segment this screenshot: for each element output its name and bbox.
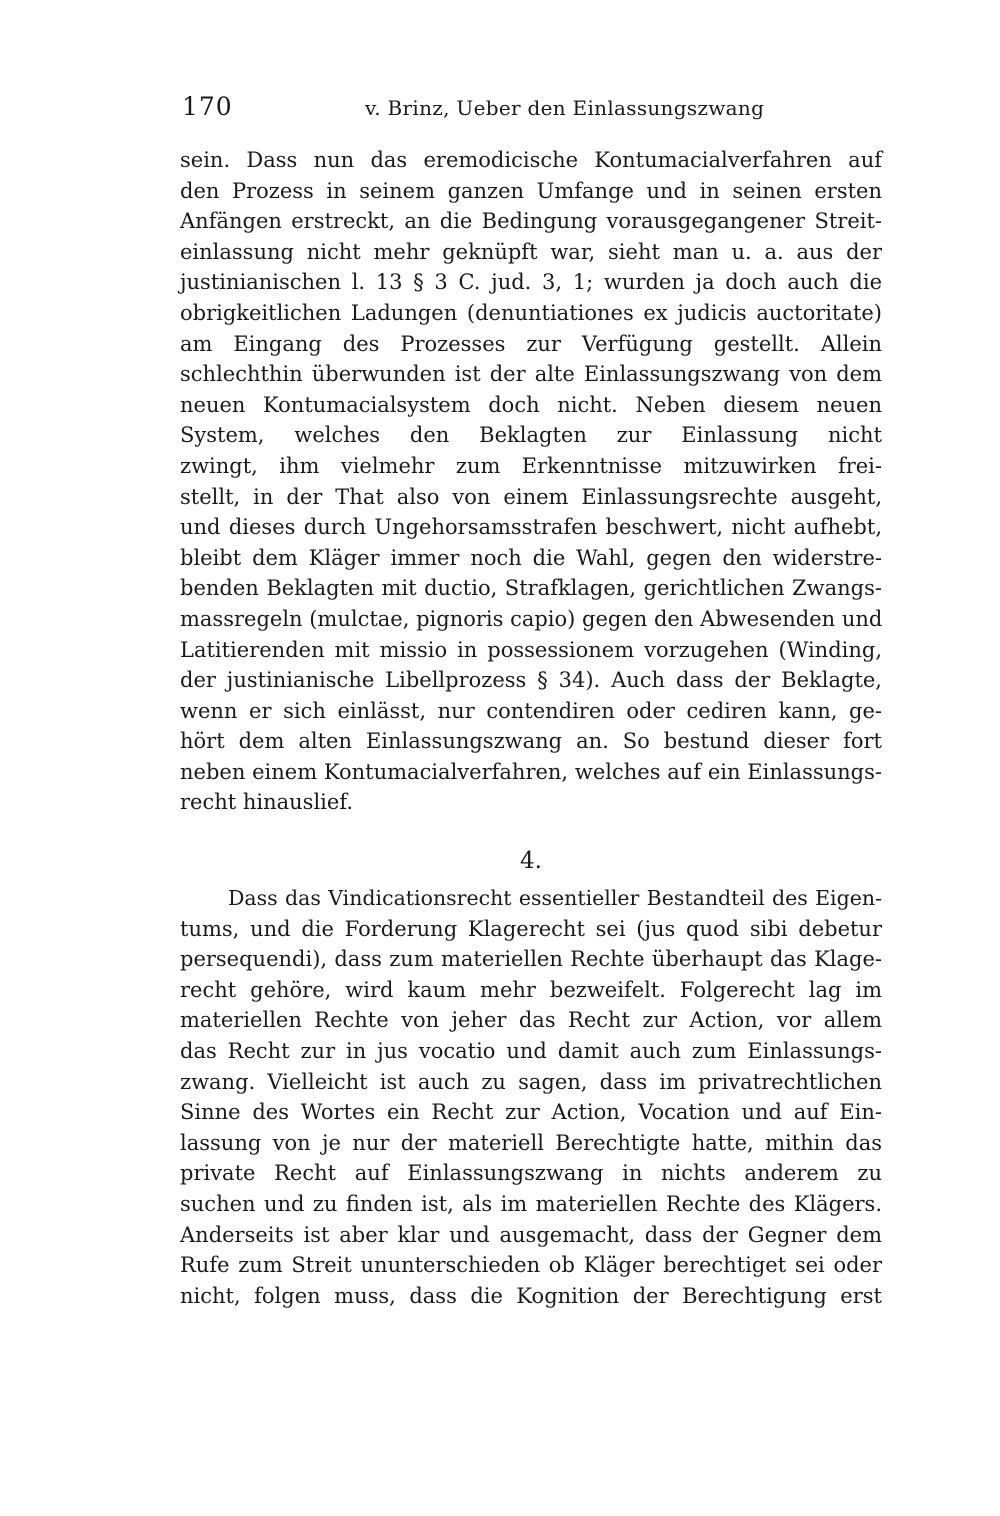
text-line: neuen Kontumacialsystem doch nicht. Neben diesem neuen [180, 392, 882, 417]
text-line: materiellen Rechte von jeher das Recht zur Action, vor allem [180, 1008, 882, 1033]
text-line: suchen und zu finden ist, als im materiellen Rechte des Klägers. [180, 1191, 882, 1216]
text-line: recht gehöre, wird kaum mehr bezweifelt. Folgerecht lag im [180, 977, 882, 1002]
text-line: tums, und die Forderung Klagerecht sei (jus quod sibi debetur [180, 916, 882, 941]
text-line: schlechthin überwunden ist der alte Einlassungszwang von dem [180, 362, 882, 387]
text-line: zwingt, ihm vielmehr zum Erkenntnisse mitzuwirken frei- [180, 453, 882, 478]
text-line: Anfängen erstreckt, an die Bedingung vorausgegangener Streit- [180, 209, 882, 234]
text-line: der justinianische Libellprozess § 34). Auch dass der Beklagte, [180, 668, 882, 693]
text-line: zwang. Vielleicht ist auch zu sagen, dass im privatrechtlichen [180, 1069, 882, 1094]
text-line: massregeln (mulctae, pignoris capio) gegen den Abwesenden und [180, 606, 883, 631]
page-header [182, 92, 882, 126]
paragraph-continued [180, 145, 882, 818]
text-line: recht hinauslief. [180, 790, 354, 815]
text-line: System, welches den Beklagten zur Einlassung nicht [180, 423, 882, 448]
text-line: stellt, in der That also von einem Einlassungsrechte ausgeht, [180, 484, 882, 509]
text-line: nicht, folgen muss, dass die Kognition der Berechtigung erst [180, 1283, 882, 1308]
text-line: sein. Dass nun das eremodicische Kontumacialverfahren auf [180, 148, 882, 172]
text-line: obrigkeitlichen Ladungen (denuntiationes ex judicis auctoritate) [180, 300, 882, 325]
text-line: Sinne des Wortes ein Recht zur Action, Vocation und auf Ein- [180, 1100, 882, 1125]
text-line: hört dem alten Einlassungszwang an. So bestund dieser fort [180, 729, 882, 754]
text-line: das Recht zur in jus vocatio und damit auch zum Einlassungs- [180, 1038, 882, 1063]
text-line: Anderseits ist aber klar und ausgemacht, dass der Gegner dem [180, 1222, 882, 1247]
text-line: neben einem Kontumacialverfahren, welches auf ein Einlassungs- [180, 759, 882, 784]
section-heading: 4. [520, 848, 542, 874]
text-line: lassung von je nur der materiell Berechtigte hatte, mithin das [180, 1130, 882, 1155]
text-line: Dass das Vindicationsrecht essentieller Bestandteil des Eigen- [228, 886, 882, 910]
paragraph-section-4 [180, 883, 882, 1311]
page-number: 170 [182, 92, 233, 121]
text-line: und dieses durch Ungehorsamsstrafen beschwert, nicht aufhebt, [180, 515, 882, 540]
text-line: bleibt dem Kläger immer noch die Wahl, gegen den widerstre- [180, 545, 882, 570]
text-line: justinianischen l. 13 § 3 C. jud. 3, 1; wurden ja doch auch die [180, 270, 882, 295]
text-line: Rufe zum Streit ununterschieden ob Kläger berechtiget sei oder [180, 1253, 882, 1278]
running-head: v. Brinz, Ueber den Einlassungszwang [365, 96, 765, 120]
text-line: persequendi), dass zum materiellen Rechte überhaupt das Klage- [180, 947, 882, 972]
text-line: benden Beklagten mit ductio, Strafklagen, gerichtlichen Zwangs- [180, 576, 882, 601]
text-line: Latitierenden mit missio in possessionem vorzugehen (Winding, [180, 637, 882, 662]
text-line: wenn er sich einlässt, nur contendiren oder cediren kann, ge- [180, 698, 882, 723]
text-line: den Prozess in seinem ganzen Umfange und in seinen ersten [180, 178, 882, 203]
text-line: private Recht auf Einlassungszwang in nichts anderem zu [180, 1161, 882, 1186]
text-line: einlassung nicht mehr geknüpft war, sieht man u. a. aus der [180, 239, 882, 264]
text-line: am Eingang des Prozesses zur Verfügung gestellt. Allein [180, 331, 882, 356]
